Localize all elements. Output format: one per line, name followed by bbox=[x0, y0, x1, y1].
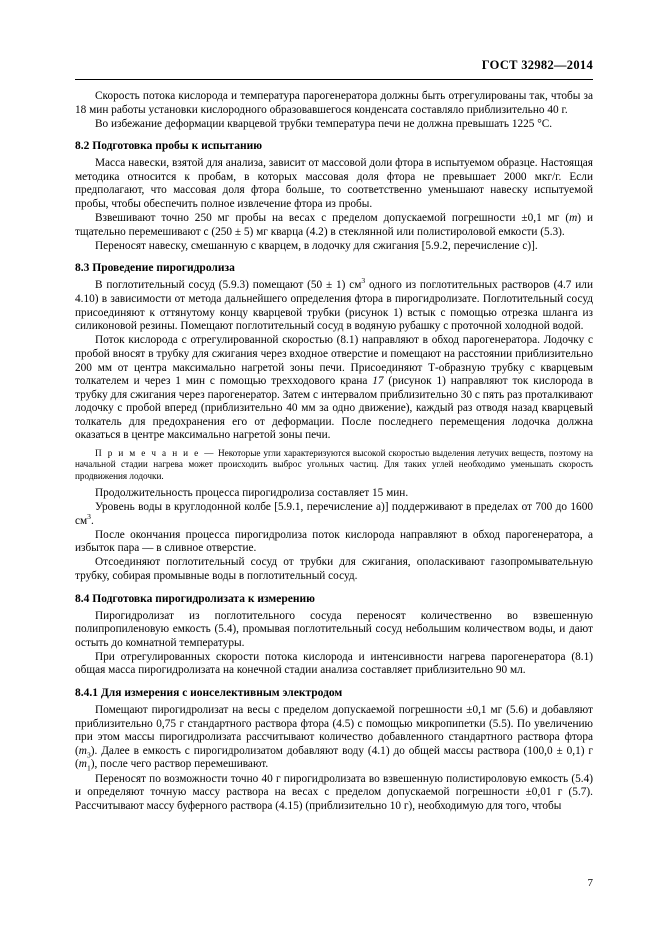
page-header-standard-number: ГОСТ 32982—2014 bbox=[481, 58, 593, 72]
paragraph-duration: Продолжительность процесса пирогидролиза составляет 15 мин. bbox=[95, 486, 409, 499]
paragraph-weighing bbox=[75, 212, 593, 239]
paragraph-after-pyrohydrolysis: После окончания процесса пирогидролиза поток кислорода направляют в обход парогенератора, а избыток пара — в сливное отверстие. bbox=[75, 528, 593, 555]
paragraph-absorber-vessel bbox=[75, 276, 593, 333]
subscript-3: 3 bbox=[86, 750, 91, 760]
paragraph-total-mass: При отрегулированных скорости потока кислорода и интенсивности нагрева парогенератора (8.1) общая масса пирогидролизата на конечной стадии анализа составляет приблизительно 90 мл. bbox=[75, 650, 593, 677]
reference-valve-17: 17 bbox=[372, 375, 384, 388]
note-block bbox=[75, 448, 593, 482]
absorber-text-b: одного из поглотительных растворов (4.7 или 4.10) в зависимости от метода дальнейшего определения фтора в пирогидролизате. Поглотительный сосуд присоединяют к оттянутому концу кварцевой трубки (рисунок 1) встык с помощью отрезка шланга из силиконовой резины. Помещают поглотительный сосуд в водяную рубашку с проточной холодной водой. bbox=[75, 279, 593, 333]
paragraph-buffer-solution: Переносят по возможности точно 40 г пирогидролизата во взвешенную полистироловую емкость (5.4) и определяют точную массу раствора на весах с пределом допускаемой погрешности ±0,01 г (5.7). Рассчитывают массу буферного раствора (4.15) (приблизительно 10 г), необходимую для того, чтобы bbox=[75, 772, 593, 812]
symbol-m1: m bbox=[78, 758, 87, 771]
paragraph-oxygen-flow bbox=[75, 334, 593, 443]
paragraph-ion-selective-measurement bbox=[75, 704, 593, 772]
ise-text-b: ). Далее в емкость с пирогидролизатом добавляют воду (4.1) до общей массы раствора (100,0 ± 0,1) г ( bbox=[75, 744, 593, 771]
document-body bbox=[75, 90, 593, 814]
water-level-text-b: . bbox=[90, 514, 94, 527]
paragraph-sample-mass: Масса навески, взятой для анализа, зависит от массовой доли фтора в испытуемом образце. Настоящая методика относится к пробам, в которых массовая доля фтора не превышает 2000 мкг/г. Если предполагают, что массовая доля фтора больше, то соответственно уменьшают навеску испытуемой пробы, чтобы обеспечить полное извлечение фтора из пробы. bbox=[75, 157, 593, 211]
paragraph-transfer-boat: Переносят навеску, смешанную с кварцем, в лодочку для сжигания [5.9.2, перечисление с)]. bbox=[95, 239, 538, 252]
header-divider bbox=[75, 79, 593, 80]
water-level-text-a: Уровень воды в круглодонной колбе [5.9.1, перечисление а)] поддерживают в пределах от 700 до 1600 см bbox=[75, 501, 593, 527]
ise-text-c: ), после чего раствор перемешивают. bbox=[90, 758, 269, 771]
paragraph-flow-rate: Скорость потока кислорода и температура парогенератора должны быть отрегулированы так, чтобы за 18 мин работы установки кислородного образовавшегося конденсата составляло приблизительно 40 г. bbox=[75, 90, 593, 116]
symbol-m: m bbox=[569, 212, 578, 225]
paragraph-disconnect-absorber: Отсоединяют поглотительный сосуд от трубки для сжигания, ополаскивают газопромывательную трубку, собирая промывные воды в поглотительный сосуд. bbox=[75, 556, 593, 583]
heading-8-4-1: 8.4.1 Для измерения с ионселективным электродом bbox=[75, 687, 343, 700]
oxygen-text-a: Поток кислорода с отрегулированной скоростью (8.1) направляют в обход парогенератора. Лодочку с пробой вносят в трубку для сжигания через входное отверстие и помещают на расстоянии приблизительно 200 мм от центра максимально нагретой зоны печи. Присоединяют Т-образную трубку с кварцевым толкателем и через 1 мин с помощью трехходового крана bbox=[75, 334, 593, 388]
ise-text-a: Помещают пирогидролизат на весы с пределом допускаемой погрешности ±0,1 мг (5.6) и добавляют приблизительно 0,75 г стандартного раствора фтора (4.5) с помощью микропипетки (5.5). По увеличению при этом массы пирогидролизата рассчитывают количество добавленного стандартного раствора фтора ( bbox=[75, 704, 593, 757]
superscript-cubic: 3 bbox=[361, 276, 366, 286]
symbol-m3: m bbox=[78, 744, 87, 757]
page-number: 7 bbox=[587, 877, 593, 889]
absorber-text-a: В поглотительный сосуд (5.9.3) помещают (50 ± 1) см bbox=[95, 279, 362, 292]
weighing-text-a: Взвешивают точно 250 мг пробы на весах с пределом допускаемой погрешности ±0,1 мг ( bbox=[95, 212, 570, 225]
heading-8-4: 8.4 Подготовка пирогидролизата к измерению bbox=[75, 592, 315, 605]
note-label: П р и м е ч а н и е — bbox=[95, 448, 216, 459]
paragraph-transfer-pyrohydrolysate: Пирогидролизат из поглотительного сосуда переносят количественно во взвешенную полипропиленовую емкость (5.4), промывая поглотительный сосуд небольшим количеством воды, и дают остыть до комнатной температуры. bbox=[75, 609, 593, 649]
subscript-1: 1 bbox=[86, 763, 91, 773]
heading-8-3: 8.3 Проведение пирогидролиза bbox=[75, 262, 235, 275]
heading-8-2: 8.2 Подготовка пробы к испытанию bbox=[75, 140, 263, 153]
paragraph-furnace-temperature: Во избежание деформации кварцевой трубки температура печи не должна превышать 1225 °С. bbox=[95, 117, 553, 130]
weighing-text-b: ) и тщательно перемешивают с (250 ± 5) мг кварца (4.2) в стеклянной или полистироловой емкости (5.3). bbox=[75, 212, 593, 238]
superscript-cubic-2: 3 bbox=[87, 511, 91, 521]
note-text: Некоторые угли характеризуются высокой скоростью выделения летучих веществ, поэтому на начальной стадии нагрева может происходить выброс угольных частиц. Для таких углей необходимо уменьшать скорость продвижения лодочки. bbox=[75, 448, 593, 481]
paragraph-water-level bbox=[75, 501, 593, 528]
oxygen-text-b: (рисунок 1) направляют ток кислорода в трубку для сжигания через парогенератор. Затем с интервалом приблизительно 30 с пять раз проталкивают лодочку с пробой вперед (приблизительно 40 мм за одно движение), каждый раз отводя назад кварцевый толкатель для предохранения его от деформации. После последнего перемещения лодочка должна оказаться в центре максимально нагретой зоны печи. bbox=[75, 375, 593, 442]
